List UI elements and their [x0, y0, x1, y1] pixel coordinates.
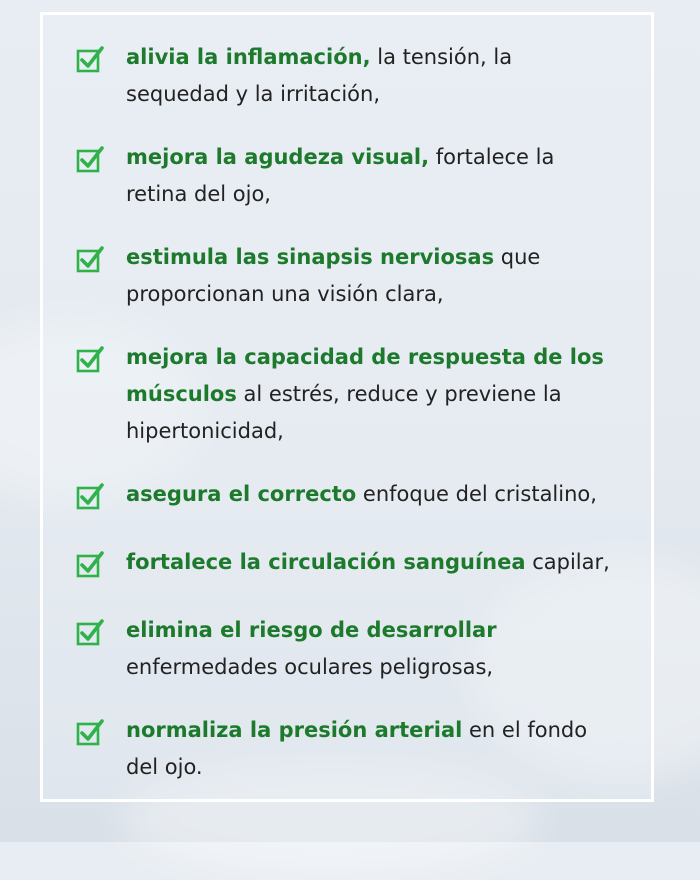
benefit-bold: normaliza la presión arterial: [126, 718, 463, 742]
benefit-text: [126, 139, 616, 213]
checkbox-checked-icon: [76, 245, 104, 273]
benefit-bold: asegura el correcto: [126, 482, 357, 506]
checkbox-checked-icon: [76, 718, 104, 746]
benefit-text: [126, 712, 616, 786]
checkbox-checked-icon: [76, 45, 104, 73]
checkbox-checked-icon: [76, 550, 104, 578]
benefit-item: [76, 139, 616, 213]
benefit-item: [76, 476, 616, 513]
benefit-text: [126, 339, 616, 450]
benefit-item: [76, 239, 616, 313]
checkbox-checked-icon: [76, 618, 104, 646]
benefit-rest: en el fondo del ojo.: [126, 718, 588, 779]
benefit-rest: fortalece la retina del ojo,: [126, 145, 555, 206]
benefit-item: [76, 612, 616, 686]
benefit-bold: mejora la agudeza visual,: [126, 145, 430, 169]
benefit-bold: alivia la inflamación,: [126, 45, 371, 69]
benefit-text: [126, 39, 616, 113]
benefits-panel: [40, 12, 654, 802]
benefit-rest: al estrés, reduce y previene la hipertonicidad,: [126, 382, 562, 443]
benefit-bold: fortalece la circulación sanguínea: [126, 550, 526, 574]
benefit-text: [126, 476, 616, 513]
benefit-rest: que proporcionan una visión clara,: [126, 245, 541, 306]
benefit-bold: mejora la capacidad de respuesta de los músculos: [126, 345, 604, 406]
benefit-item: [76, 339, 616, 450]
checkbox-checked-icon: [76, 482, 104, 510]
benefit-text: [126, 239, 616, 313]
benefit-rest: capilar,: [525, 550, 610, 574]
benefit-rest: enfoque del cristalino,: [356, 482, 597, 506]
benefit-bold: elimina el riesgo de desarrollar: [126, 618, 497, 642]
benefit-item: [76, 544, 616, 581]
checkbox-checked-icon: [76, 345, 104, 373]
benefit-bold: estimula las sinapsis nerviosas: [126, 245, 495, 269]
benefit-rest: enfermedades oculares peligrosas,: [126, 655, 494, 679]
benefit-text: [126, 612, 616, 686]
benefit-text: [126, 544, 616, 581]
benefit-item: [76, 39, 616, 113]
benefit-item: [76, 712, 616, 786]
checkbox-checked-icon: [76, 145, 104, 173]
benefit-rest: la tensión, la sequedad y la irritación,: [126, 45, 513, 106]
